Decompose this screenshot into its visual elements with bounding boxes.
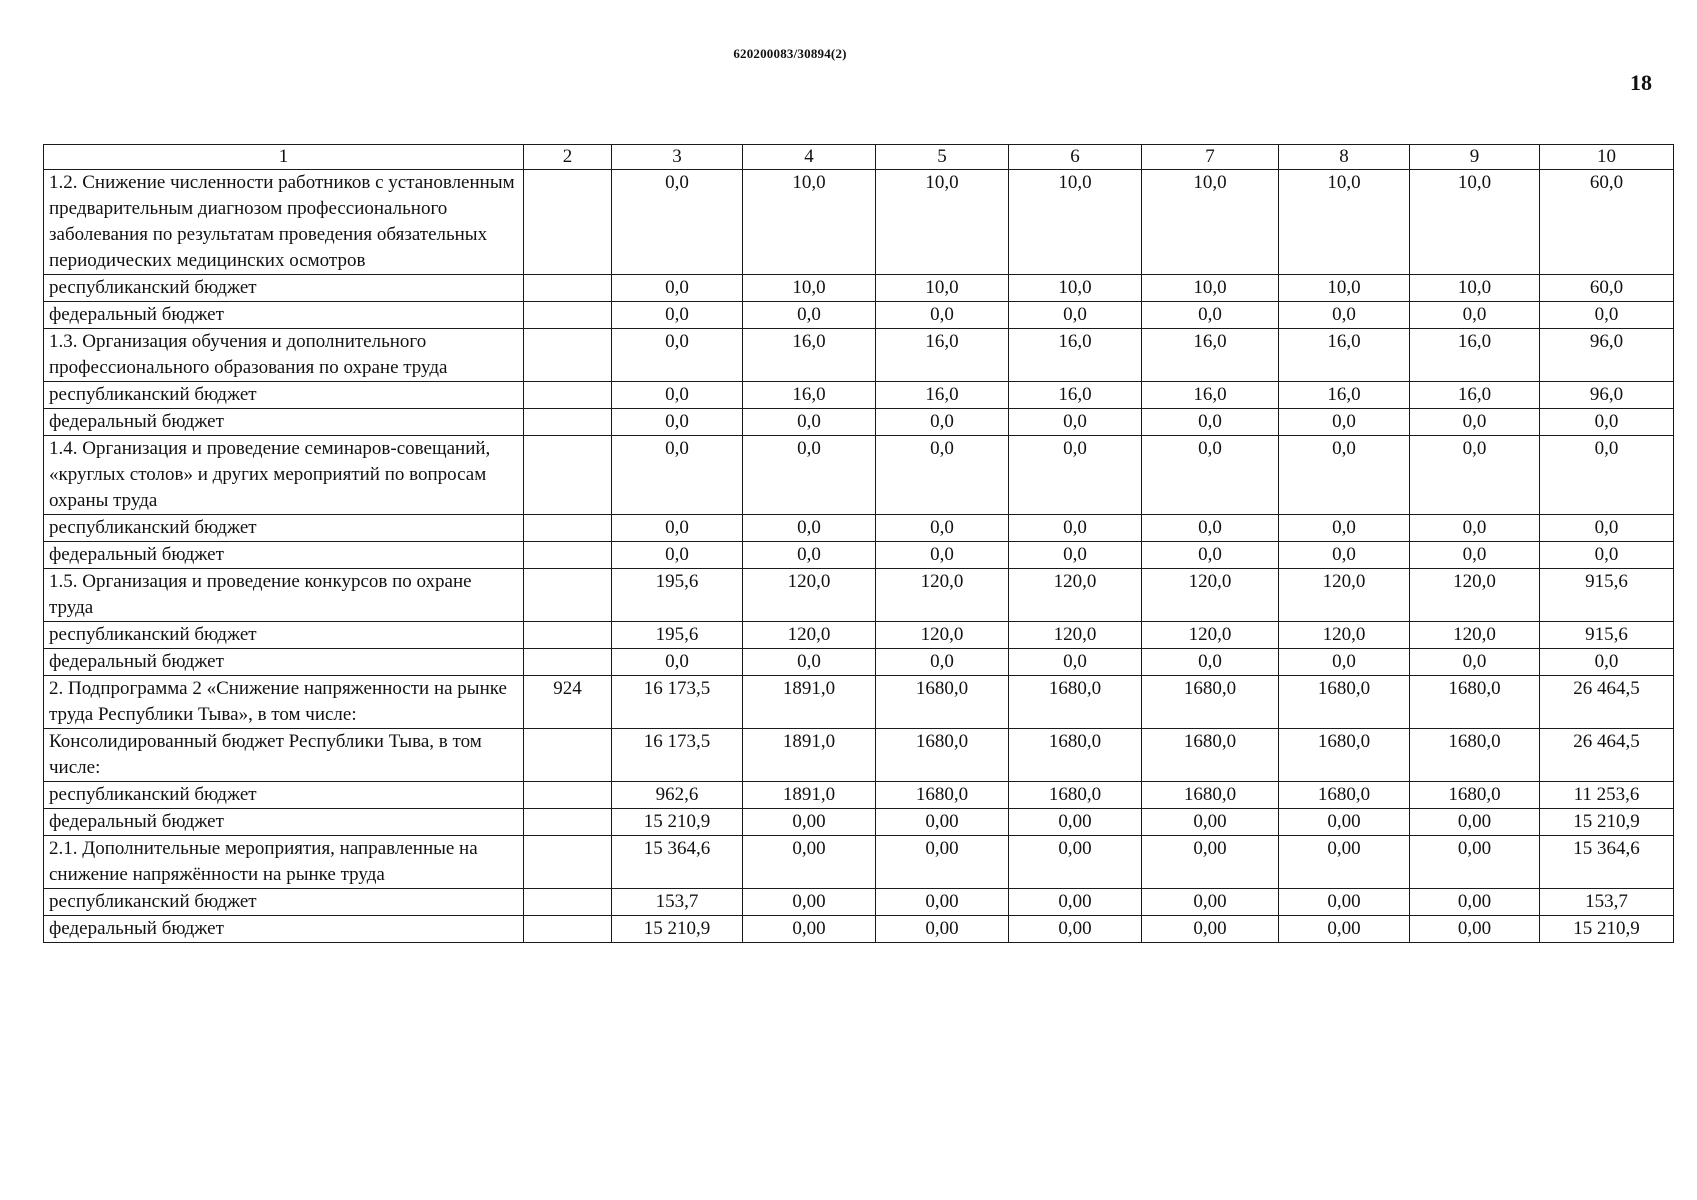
row-code xyxy=(524,275,612,302)
row-label: Консолидированный бюджет Республики Тыва, в том числе: xyxy=(44,729,524,782)
column-header: 9 xyxy=(1410,145,1540,170)
value-cell: 16 173,5 xyxy=(612,729,743,782)
value-cell: 0,0 xyxy=(612,409,743,436)
table-row xyxy=(44,809,1674,836)
value-cell: 0,0 xyxy=(1540,436,1674,515)
row-label: федеральный бюджет xyxy=(44,542,524,569)
value-cell: 16,0 xyxy=(743,329,876,382)
value-cell: 1891,0 xyxy=(743,782,876,809)
value-cell: 0,00 xyxy=(743,889,876,916)
value-cell: 0,0 xyxy=(1142,542,1279,569)
table-row xyxy=(44,275,1674,302)
budget-table-container xyxy=(43,144,1673,943)
table-row xyxy=(44,782,1674,809)
value-cell: 16,0 xyxy=(1009,382,1142,409)
value-cell: 0,0 xyxy=(1540,409,1674,436)
row-label: 2.1. Дополнительные мероприятия, направленные на снижение напряжённости на рынке труда xyxy=(44,836,524,889)
value-cell: 0,0 xyxy=(876,649,1009,676)
value-cell: 15 210,9 xyxy=(612,916,743,943)
value-cell: 120,0 xyxy=(1142,622,1279,649)
table-row xyxy=(44,916,1674,943)
value-cell: 16,0 xyxy=(1142,329,1279,382)
value-cell: 0,0 xyxy=(1142,409,1279,436)
value-cell: 1680,0 xyxy=(1009,676,1142,729)
row-code xyxy=(524,302,612,329)
table-row xyxy=(44,409,1674,436)
value-cell: 1680,0 xyxy=(1410,782,1540,809)
value-cell: 120,0 xyxy=(1009,569,1142,622)
value-cell: 0,0 xyxy=(1540,515,1674,542)
column-header: 8 xyxy=(1279,145,1410,170)
row-code xyxy=(524,436,612,515)
value-cell: 1680,0 xyxy=(1279,782,1410,809)
value-cell: 0,00 xyxy=(1142,916,1279,943)
row-code xyxy=(524,836,612,889)
value-cell: 915,6 xyxy=(1540,622,1674,649)
row-code xyxy=(524,329,612,382)
value-cell: 1680,0 xyxy=(1279,729,1410,782)
value-cell: 16 173,5 xyxy=(612,676,743,729)
value-cell: 15 364,6 xyxy=(1540,836,1674,889)
column-header: 6 xyxy=(1009,145,1142,170)
value-cell: 0,00 xyxy=(1279,889,1410,916)
value-cell: 0,00 xyxy=(1410,889,1540,916)
value-cell: 0,0 xyxy=(612,302,743,329)
value-cell: 0,0 xyxy=(612,382,743,409)
header-row xyxy=(44,145,1674,170)
value-cell: 0,0 xyxy=(743,515,876,542)
budget-table xyxy=(43,144,1674,943)
value-cell: 0,00 xyxy=(743,836,876,889)
table-row xyxy=(44,676,1674,729)
value-cell: 10,0 xyxy=(876,275,1009,302)
value-cell: 0,00 xyxy=(1279,809,1410,836)
value-cell: 0,0 xyxy=(743,409,876,436)
row-code xyxy=(524,515,612,542)
value-cell: 0,0 xyxy=(876,515,1009,542)
value-cell: 0,0 xyxy=(1009,302,1142,329)
row-label: республиканский бюджет xyxy=(44,889,524,916)
value-cell: 16,0 xyxy=(1142,382,1279,409)
value-cell: 0,0 xyxy=(876,302,1009,329)
value-cell: 0,0 xyxy=(1410,542,1540,569)
table-row xyxy=(44,436,1674,515)
value-cell: 0,0 xyxy=(612,649,743,676)
value-cell: 915,6 xyxy=(1540,569,1674,622)
value-cell: 16,0 xyxy=(743,382,876,409)
value-cell: 60,0 xyxy=(1540,275,1674,302)
value-cell: 0,0 xyxy=(743,649,876,676)
value-cell: 1891,0 xyxy=(743,729,876,782)
value-cell: 120,0 xyxy=(876,569,1009,622)
value-cell: 0,00 xyxy=(1009,916,1142,943)
value-cell: 1680,0 xyxy=(876,729,1009,782)
value-cell: 10,0 xyxy=(1279,275,1410,302)
value-cell: 120,0 xyxy=(1279,569,1410,622)
value-cell: 10,0 xyxy=(1142,275,1279,302)
value-cell: 10,0 xyxy=(1410,170,1540,275)
value-cell: 0,0 xyxy=(1410,436,1540,515)
value-cell: 0,0 xyxy=(612,275,743,302)
table-row xyxy=(44,302,1674,329)
value-cell: 0,00 xyxy=(876,916,1009,943)
value-cell: 120,0 xyxy=(876,622,1009,649)
value-cell: 1680,0 xyxy=(1410,676,1540,729)
value-cell: 120,0 xyxy=(743,622,876,649)
table-row xyxy=(44,382,1674,409)
value-cell: 1680,0 xyxy=(1142,729,1279,782)
column-header: 7 xyxy=(1142,145,1279,170)
row-label: 2. Подпрограмма 2 «Снижение напряженности на рынке труда Республики Тыва», в том числе: xyxy=(44,676,524,729)
value-cell: 0,0 xyxy=(1410,409,1540,436)
table-row xyxy=(44,649,1674,676)
value-cell: 15 210,9 xyxy=(612,809,743,836)
column-header: 1 xyxy=(44,145,524,170)
value-cell: 16,0 xyxy=(1009,329,1142,382)
value-cell: 0,0 xyxy=(1142,649,1279,676)
value-cell: 60,0 xyxy=(1540,170,1674,275)
row-code xyxy=(524,382,612,409)
value-cell: 0,0 xyxy=(612,329,743,382)
column-header: 10 xyxy=(1540,145,1674,170)
value-cell: 120,0 xyxy=(1009,622,1142,649)
value-cell: 195,6 xyxy=(612,622,743,649)
value-cell: 0,00 xyxy=(1410,809,1540,836)
value-cell: 0,0 xyxy=(1009,436,1142,515)
value-cell: 0,0 xyxy=(1009,515,1142,542)
document-code: 620200083/30894(2) xyxy=(733,46,847,61)
value-cell: 0,0 xyxy=(1009,409,1142,436)
value-cell: 16,0 xyxy=(876,329,1009,382)
row-code xyxy=(524,622,612,649)
column-header: 2 xyxy=(524,145,612,170)
value-cell: 0,0 xyxy=(876,542,1009,569)
row-label: 1.2. Снижение численности работников с установленным предварительным диагнозом профессионального заболевания по результатам проведения обязательных периодических медицинских осмотров xyxy=(44,170,524,275)
value-cell: 16,0 xyxy=(1279,382,1410,409)
value-cell: 11 253,6 xyxy=(1540,782,1674,809)
value-cell: 0,0 xyxy=(1540,302,1674,329)
table-row xyxy=(44,622,1674,649)
value-cell: 0,0 xyxy=(1142,515,1279,542)
value-cell: 0,0 xyxy=(612,170,743,275)
row-code xyxy=(524,889,612,916)
value-cell: 26 464,5 xyxy=(1540,729,1674,782)
value-cell: 1680,0 xyxy=(1009,729,1142,782)
row-label: республиканский бюджет xyxy=(44,275,524,302)
value-cell: 10,0 xyxy=(1142,170,1279,275)
value-cell: 0,00 xyxy=(876,809,1009,836)
value-cell: 0,0 xyxy=(1410,649,1540,676)
value-cell: 0,0 xyxy=(1009,542,1142,569)
value-cell: 153,7 xyxy=(1540,889,1674,916)
value-cell: 0,00 xyxy=(1142,889,1279,916)
value-cell: 1680,0 xyxy=(876,676,1009,729)
value-cell: 15 210,9 xyxy=(1540,809,1674,836)
value-cell: 16,0 xyxy=(876,382,1009,409)
value-cell: 0,00 xyxy=(1009,889,1142,916)
table-row xyxy=(44,329,1674,382)
row-label: республиканский бюджет xyxy=(44,515,524,542)
row-label: федеральный бюджет xyxy=(44,409,524,436)
value-cell: 96,0 xyxy=(1540,382,1674,409)
value-cell: 10,0 xyxy=(743,170,876,275)
value-cell: 10,0 xyxy=(743,275,876,302)
value-cell: 0,0 xyxy=(743,302,876,329)
row-code xyxy=(524,809,612,836)
table-row xyxy=(44,170,1674,275)
row-code xyxy=(524,170,612,275)
value-cell: 0,0 xyxy=(1540,649,1674,676)
value-cell: 0,0 xyxy=(1279,649,1410,676)
value-cell: 10,0 xyxy=(1009,275,1142,302)
value-cell: 0,0 xyxy=(1279,436,1410,515)
row-label: 1.4. Организация и проведение семинаров-совещаний, «круглых столов» и других мероприятий по вопросам охраны труда xyxy=(44,436,524,515)
value-cell: 0,00 xyxy=(1279,836,1410,889)
value-cell: 10,0 xyxy=(1279,170,1410,275)
table-row xyxy=(44,569,1674,622)
value-cell: 0,0 xyxy=(612,542,743,569)
value-cell: 0,0 xyxy=(1410,302,1540,329)
value-cell: 120,0 xyxy=(1410,622,1540,649)
value-cell: 0,00 xyxy=(1410,916,1540,943)
row-code xyxy=(524,916,612,943)
value-cell: 195,6 xyxy=(612,569,743,622)
table-row xyxy=(44,729,1674,782)
row-label: республиканский бюджет xyxy=(44,382,524,409)
value-cell: 962,6 xyxy=(612,782,743,809)
value-cell: 120,0 xyxy=(743,569,876,622)
value-cell: 10,0 xyxy=(1410,275,1540,302)
table-row xyxy=(44,889,1674,916)
value-cell: 0,00 xyxy=(1142,809,1279,836)
column-header: 5 xyxy=(876,145,1009,170)
row-label: федеральный бюджет xyxy=(44,809,524,836)
row-code xyxy=(524,542,612,569)
value-cell: 0,0 xyxy=(743,436,876,515)
value-cell: 10,0 xyxy=(876,170,1009,275)
value-cell: 26 464,5 xyxy=(1540,676,1674,729)
value-cell: 0,0 xyxy=(1279,302,1410,329)
value-cell: 0,0 xyxy=(1279,542,1410,569)
value-cell: 16,0 xyxy=(1410,382,1540,409)
value-cell: 1680,0 xyxy=(1142,676,1279,729)
value-cell: 15 210,9 xyxy=(1540,916,1674,943)
row-code xyxy=(524,649,612,676)
value-cell: 1680,0 xyxy=(876,782,1009,809)
value-cell: 0,0 xyxy=(1279,515,1410,542)
table-body xyxy=(44,170,1674,943)
value-cell: 1680,0 xyxy=(1410,729,1540,782)
row-code xyxy=(524,729,612,782)
value-cell: 0,00 xyxy=(1410,836,1540,889)
row-code xyxy=(524,782,612,809)
row-label: федеральный бюджет xyxy=(44,916,524,943)
value-cell: 0,00 xyxy=(1142,836,1279,889)
value-cell: 0,0 xyxy=(743,542,876,569)
value-cell: 0,0 xyxy=(876,436,1009,515)
value-cell: 1680,0 xyxy=(1142,782,1279,809)
table-row xyxy=(44,836,1674,889)
value-cell: 0,0 xyxy=(1009,649,1142,676)
value-cell: 120,0 xyxy=(1142,569,1279,622)
value-cell: 10,0 xyxy=(1009,170,1142,275)
row-label: республиканский бюджет xyxy=(44,622,524,649)
row-label: 1.3. Организация обучения и дополнительного профессионального образования по охране труда xyxy=(44,329,524,382)
value-cell: 0,00 xyxy=(1009,809,1142,836)
value-cell: 1680,0 xyxy=(1009,782,1142,809)
row-label: 1.5. Организация и проведение конкурсов по охране труда xyxy=(44,569,524,622)
value-cell: 0,00 xyxy=(876,889,1009,916)
page-number: 18 xyxy=(1630,70,1652,95)
value-cell: 153,7 xyxy=(612,889,743,916)
row-label: федеральный бюджет xyxy=(44,649,524,676)
row-code xyxy=(524,569,612,622)
value-cell: 16,0 xyxy=(1279,329,1410,382)
value-cell: 16,0 xyxy=(1410,329,1540,382)
value-cell: 0,00 xyxy=(743,916,876,943)
row-code xyxy=(524,409,612,436)
value-cell: 0,0 xyxy=(876,409,1009,436)
value-cell: 0,00 xyxy=(876,836,1009,889)
row-label: федеральный бюджет xyxy=(44,302,524,329)
row-code: 924 xyxy=(524,676,612,729)
value-cell: 0,0 xyxy=(1410,515,1540,542)
value-cell: 96,0 xyxy=(1540,329,1674,382)
value-cell: 1891,0 xyxy=(743,676,876,729)
value-cell: 120,0 xyxy=(1410,569,1540,622)
row-label: республиканский бюджет xyxy=(44,782,524,809)
value-cell: 0,00 xyxy=(1279,916,1410,943)
value-cell: 0,0 xyxy=(612,515,743,542)
value-cell: 0,0 xyxy=(1279,409,1410,436)
value-cell: 0,00 xyxy=(743,809,876,836)
table-row xyxy=(44,515,1674,542)
value-cell: 15 364,6 xyxy=(612,836,743,889)
column-header: 3 xyxy=(612,145,743,170)
column-header: 4 xyxy=(743,145,876,170)
table-row xyxy=(44,542,1674,569)
value-cell: 0,0 xyxy=(1142,436,1279,515)
value-cell: 0,00 xyxy=(1009,836,1142,889)
value-cell: 120,0 xyxy=(1279,622,1410,649)
value-cell: 1680,0 xyxy=(1279,676,1410,729)
value-cell: 0,0 xyxy=(612,436,743,515)
value-cell: 0,0 xyxy=(1540,542,1674,569)
value-cell: 0,0 xyxy=(1142,302,1279,329)
